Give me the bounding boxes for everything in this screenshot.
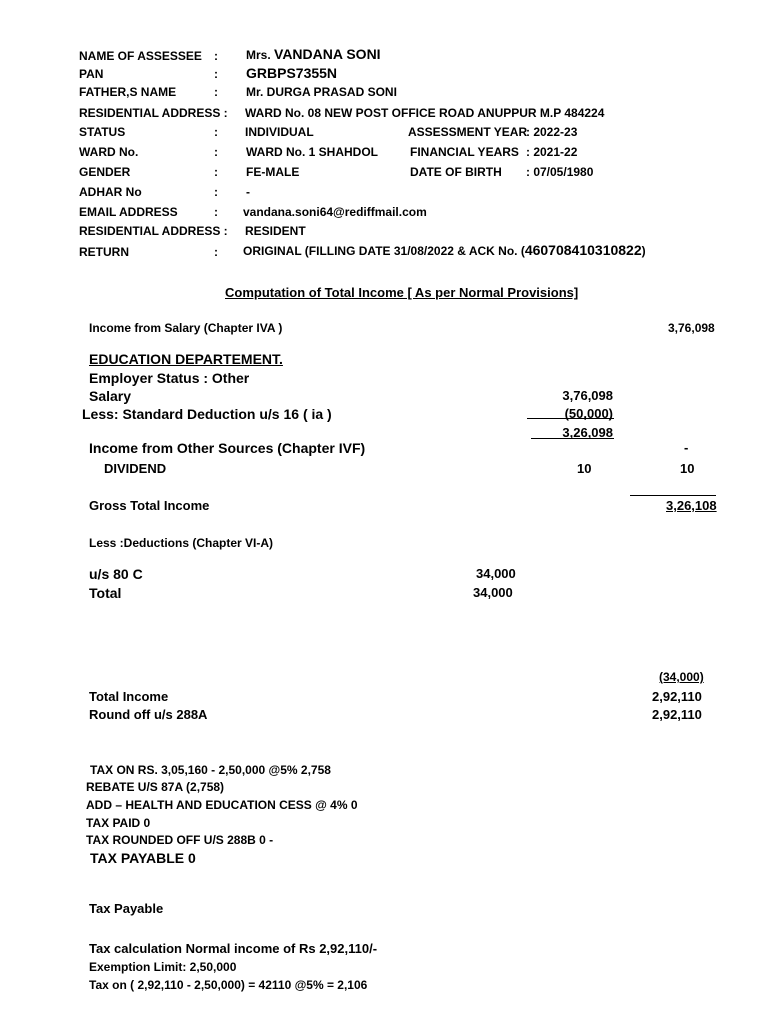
total-income-value: 2,92,110 — [652, 689, 702, 704]
total-income-label: Total Income — [89, 689, 169, 704]
label-residential-status: RESIDENTIAL ADDRESS : — [79, 224, 228, 238]
label-status: STATUS — [79, 125, 126, 139]
assessment-year-value: : 2022-23 — [526, 125, 578, 139]
other-sources-dash: - — [684, 440, 689, 455]
salary-head: Income from Salary (Chapter IVA ) — [89, 321, 283, 335]
status-value: INDIVIDUAL — [245, 125, 314, 139]
tax-calc-line: Exemption Limit: 2,50,000 — [89, 960, 237, 974]
standard-deduction-label: Less: Standard Deduction u/s 16 ( ia ) — [82, 406, 332, 422]
ward-value: WARD No. 1 SHAHDOL — [246, 145, 378, 159]
employer-name: EDUCATION DEPARTEMENT. — [89, 351, 283, 367]
tax-payable-line: TAX PAYABLE 0 — [90, 850, 196, 866]
salary-value: 3,76,098 — [562, 388, 613, 403]
label-father-name: FATHER,S NAME — [79, 85, 177, 99]
tax-payable-heading: Tax Payable — [89, 901, 164, 916]
round-off-value: 2,92,110 — [652, 707, 702, 722]
dividend-total: 10 — [680, 461, 695, 476]
financial-year-value: : 2021-22 — [526, 145, 578, 159]
other-sources-label: Income from Other Sources (Chapter IVF) — [89, 440, 366, 456]
return-suffix: ) — [641, 244, 646, 258]
divider — [630, 495, 716, 496]
colon: : — [214, 145, 218, 159]
tax-line: TAX PAID 0 — [86, 816, 151, 830]
return-value — [243, 243, 646, 259]
label-return: RETURN — [79, 245, 129, 259]
tax-line: ADD – HEALTH AND EDUCATION CESS @ 4% 0 — [86, 798, 358, 812]
computation-title: Computation of Total Income [ As per Normal Provisions] — [225, 285, 579, 300]
tax-calc-line: Tax calculation Normal income of Rs 2,92,110/- — [89, 941, 378, 956]
colon: : — [214, 185, 218, 199]
financial-year-label: FINANCIAL YEARS — [410, 145, 519, 159]
pan-value: GRBPS7355N — [246, 65, 338, 81]
return-prefix: ORIGINAL (FILLING DATE 31/08/2022 & ACK No. ( — [243, 244, 525, 258]
sec-80c-label: u/s 80 C — [89, 566, 143, 582]
colon: : — [214, 67, 218, 81]
label-pan: PAN — [79, 67, 104, 81]
tax-line: TAX ROUNDED OFF U/S 288B 0 - — [86, 833, 274, 847]
email-value: vandana.soni64@rediffmail.com — [243, 205, 427, 219]
colon: : — [214, 165, 218, 179]
gross-total-income-value: 3,26,108 — [666, 498, 717, 513]
tax-line: REBATE U/S 87A (2,758) — [86, 780, 225, 794]
ack-number: 460708410310822 — [524, 242, 642, 258]
salary-head-total: 3,76,098 — [668, 321, 715, 335]
colon: : — [214, 205, 218, 219]
deductions-total-value: 34,000 — [473, 585, 513, 600]
deductions-label: Less :Deductions (Chapter VI-A) — [89, 536, 274, 550]
label-email: EMAIL ADDRESS — [79, 205, 178, 219]
dividend-value: 10 — [577, 461, 592, 476]
adhar-value: - — [246, 185, 250, 199]
dob-value: : 07/05/1980 — [526, 165, 594, 179]
assessee-name — [246, 47, 381, 63]
dob-label: DATE OF BIRTH — [410, 165, 502, 179]
label-adhar: ADHAR No — [79, 185, 142, 199]
standard-deduction-value: (50,000) — [564, 406, 613, 421]
gender-value: FE-MALE — [246, 165, 300, 179]
tax-calc-line: Tax on ( 2,92,110 - 2,50,000) = 42110 @5% = 2,106 — [89, 978, 368, 992]
gross-total-income-label: Gross Total Income — [89, 498, 210, 513]
label-gender: GENDER — [79, 165, 131, 179]
sec-80c-value: 34,000 — [476, 566, 516, 581]
colon: : — [214, 49, 218, 63]
residential-status-value: RESIDENT — [245, 224, 306, 238]
father-name-value: Mr. DURGA PRASAD SONI — [246, 85, 397, 99]
net-salary: 3,26,098 — [562, 425, 613, 440]
salary-label: Salary — [89, 388, 132, 404]
label-name: NAME OF ASSESSEE — [79, 49, 202, 63]
label-address: RESIDENTIAL ADDRESS : — [79, 106, 228, 120]
colon: : — [214, 245, 218, 259]
assessment-year-label: ASSESSMENT YEAR — [408, 125, 528, 139]
colon: : — [214, 85, 218, 99]
deductions-carried: (34,000) — [659, 670, 704, 684]
colon: : — [214, 125, 218, 139]
address-value: WARD No. 08 NEW POST OFFICE ROAD ANUPPUR M.P 484224 — [245, 106, 605, 120]
label-ward: WARD No. — [79, 145, 139, 159]
deductions-total-label: Total — [89, 585, 122, 601]
name-prefix: Mrs. — [246, 48, 275, 62]
name-value: VANDANA SONI — [274, 46, 381, 62]
employer-status: Employer Status : Other — [89, 370, 250, 386]
round-off-label: Round off u/s 288A — [89, 707, 208, 722]
tax-line: TAX ON RS. 3,05,160 - 2,50,000 @5% 2,758 — [90, 763, 331, 777]
dividend-label: DIVIDEND — [104, 461, 167, 476]
